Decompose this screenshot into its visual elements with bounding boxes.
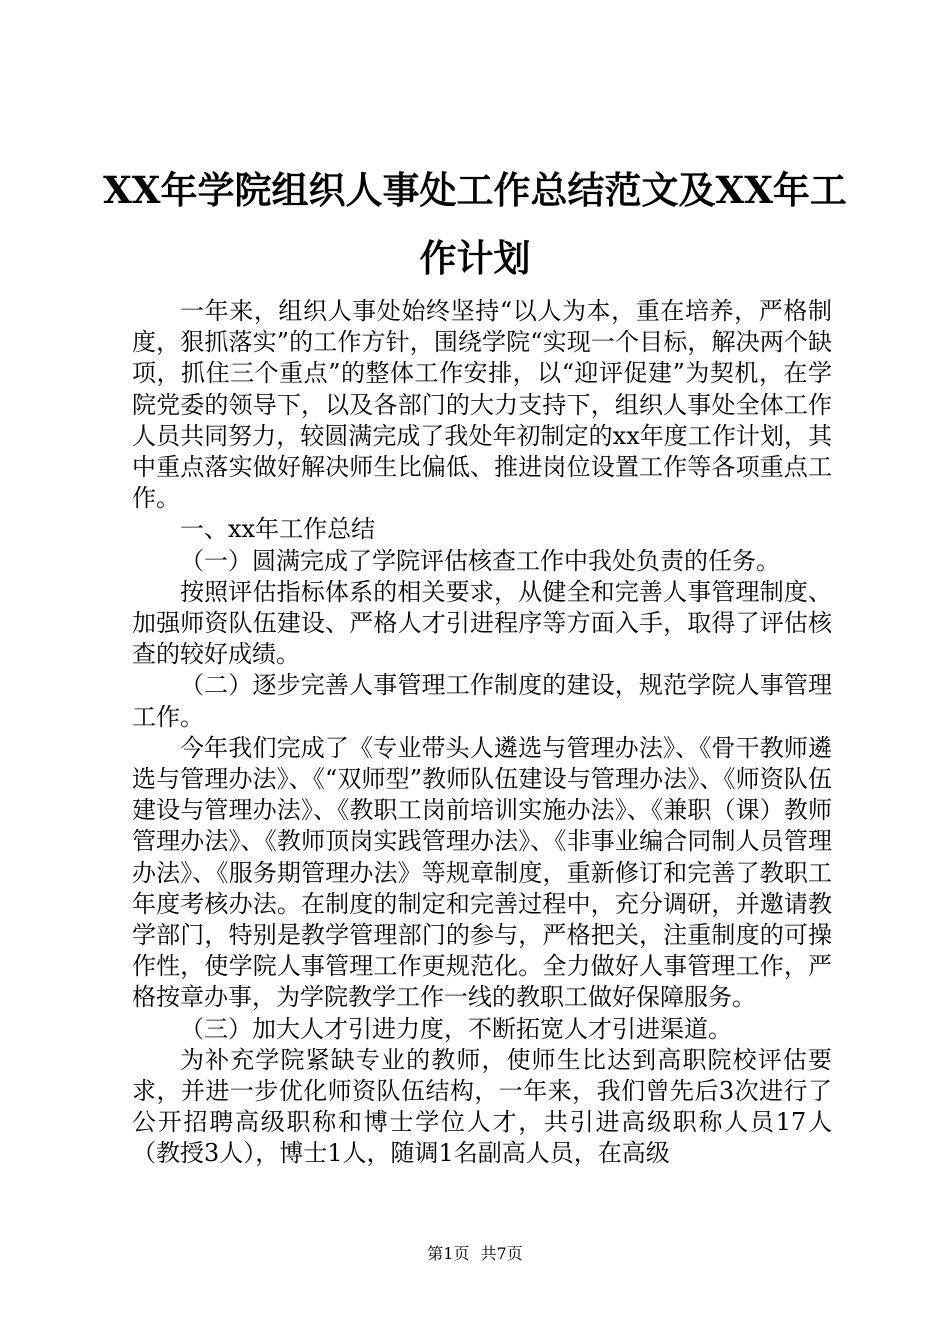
title-line-2: 作计划 <box>419 236 531 280</box>
page-number: 第1页 <box>427 1244 470 1263</box>
page-footer <box>0 1244 950 1264</box>
subheading-2: （二）逐步完善人事管理工作制度的建设，规范学院人事管理工作。 <box>132 671 832 731</box>
paragraph-evaluation: 按照评估指标体系的相关要求，从健全和完善人事管理制度、加强师资队伍建设、严格人才引进程序等方面入手，取得了评估核查的较好成绩。 <box>132 577 832 669</box>
subheading-3: （三）加大人才引进力度，不断拓宽人才引进渠道。 <box>180 1014 732 1043</box>
page-total: 共7页 <box>480 1244 523 1263</box>
paragraph-recruitment: 为补充学院紧缺专业的教师，使师生比达到高职院校评估要求，并进一步优化师资队伍结构，一年来，我们曾先后3次进行了公开招聘高级职称和博士学位人才，共引进高级职称人员17人（教授3人），博士1人，随调1名副高人员，在高级 <box>132 1045 832 1168</box>
title-line-1: XX年学院组织人事处工作总结范文及XX年工 <box>103 168 847 212</box>
section-heading: 一、xx年工作总结 <box>180 515 376 544</box>
document-title <box>100 156 850 292</box>
document-body <box>132 296 832 1170</box>
intro-paragraph: 一年来，组织人事处始终坚持“以人为本，重在培养，严格制度，狠抓落实”的工作方针，围绕学院“实现一个目标，解决两个缺项，抓住三个重点”的整体工作安排，以“迎评促建”为契机，在学院党委的领导下，以及各部门的大力支持下，组织人事处全体工作人员共同努力，较圆满完成了我处年初制定的xx年度工作计划，其中重点落实做好解决师生比偏低、推进岗位设置工作等各项重点工作。 <box>132 297 832 513</box>
subheading-1: （一）圆满完成了学院评估核查工作中我处负责的任务。 <box>180 546 780 575</box>
paragraph-regulations: 今年我们完成了《专业带头人遴选与管理办法》、《骨干教师遴选与管理办法》、《“双师型”教师队伍建设与管理办法》、《师资队伍建设与管理办法》、《教职工岗前培训实施办法》、《兼职（课）教师管理办法》、《教师顶岗实践管理办法》、《非事业编合同制人员管理办法》、《服务期管理办法》等规章制度，重新修订和完善了教职工年度考核办法。在制度的制定和完善过程中，充分调研，并邀请教学部门，特别是教学管理部门的参与，严格把关，注重制度的可操作性，使学院人事管理工作更规范化。全力做好人事管理工作，严格按章办事，为学院教学工作一线的教职工做好保障服务。 <box>132 733 832 1012</box>
